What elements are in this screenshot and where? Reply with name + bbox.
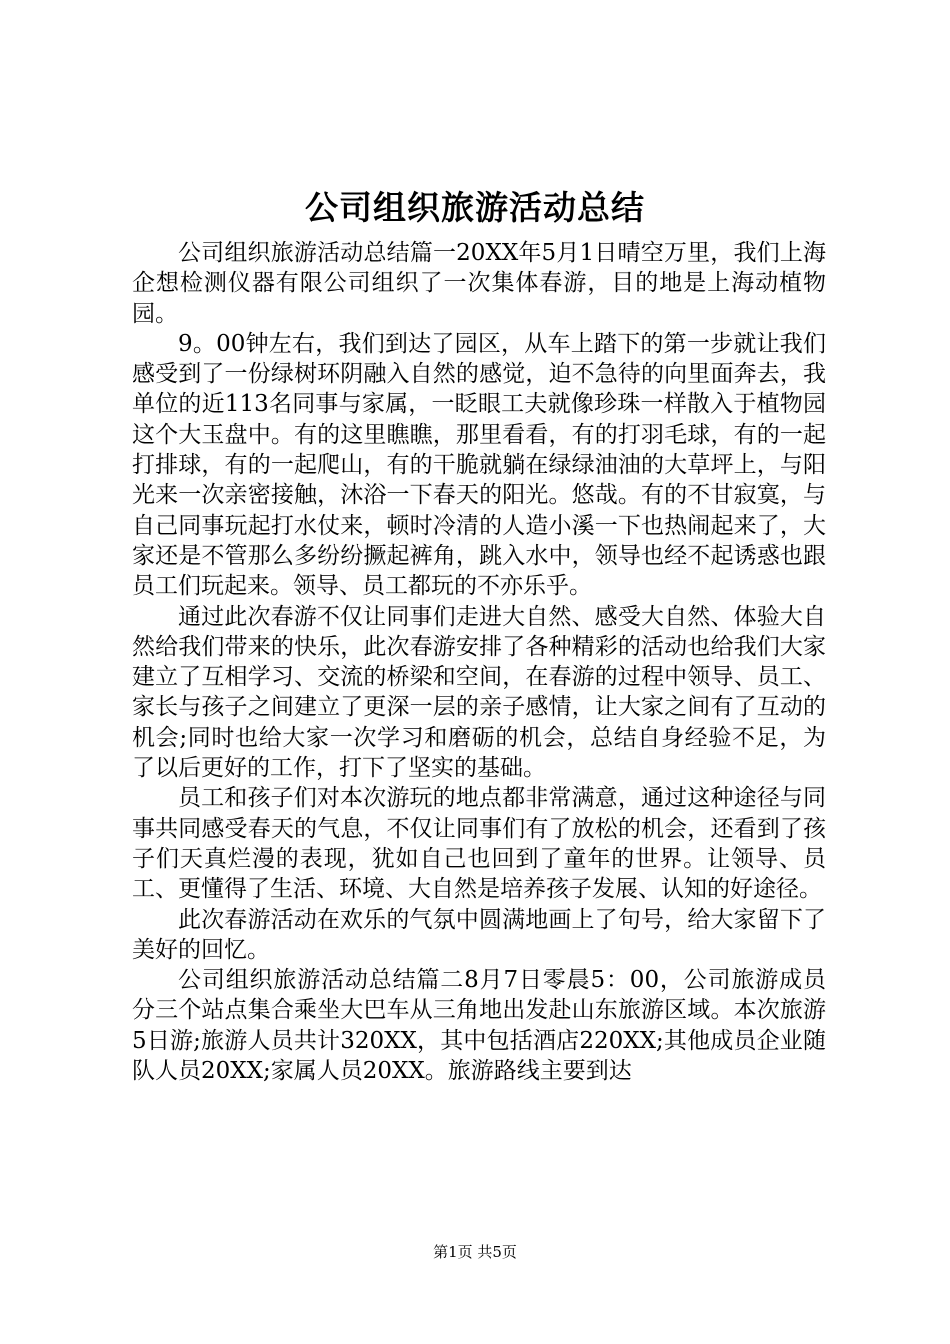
page-footer: 第1页 共5页 — [433, 1243, 517, 1261]
paragraph-6: 公司组织旅游活动总结篇二8月7日零晨5：00，公司旅游成员分三个站点集合乘坐大巴车从三角地出发赴山东旅游区域。本次旅游5日游;旅游人员共计320XX，其中包括酒店220XX;其他成员企业随队人员20XX;家属人员20XX。旅游路线主要到达 — [132, 967, 826, 1085]
paragraph-5: 此次春游活动在欢乐的气氛中圆满地画上了句号，给大家留下了美好的回忆。 — [132, 906, 826, 963]
paragraph-3: 通过此次春游不仅让同事们走进大自然、感受大自然、体验大自然给我们带来的快乐，此次春游安排了各种精彩的活动也给我们大家建立了互相学习、交流的桥梁和空间，在春游的过程中领导、员工、家长与孩子之间建立了更深一层的亲子感情，让大家之间有了互动的机会;同时也给大家一次学习和磨砺的机会，总结自身经验不足，为了以后更好的工作，打下了坚实的基础。 — [132, 603, 826, 782]
document-body — [132, 238, 826, 1086]
paragraph-1: 公司组织旅游活动总结篇一20XX年5月1日晴空万里，我们上海企想检测仪器有限公司组织了一次集体春游，目的地是上海动植物园。 — [132, 240, 826, 327]
paragraph-2: 9。00钟左右，我们到达了园区，从车上踏下的第一步就让我们感受到了一份绿树环阴融入自然的感觉，迫不急待的向里面奔去，我单位的近113名同事与家属，一眨眼工夫就像珍珠一样散入于植物园这个大玉盘中。有的这里瞧瞧，那里看看，有的打羽毛球，有的一起打排球，有的一起爬山，有的干脆就躺在绿绿油油的大草坪上，与阳光来一次亲密接触，沐浴一下春天的阳光。悠哉。有的不甘寂寞，与自己同事玩起打水仗来，顿时冷清的人造小溪一下也热闹起来了，大家还是不管那么多纷纷撅起裤角，跳入水中，领导也经不起诱惑也跟员工们玩起来。领导、员工都玩的不亦乐乎。 — [132, 330, 826, 600]
paragraph-4: 员工和孩子们对本次游玩的地点都非常满意，通过这种途径与同事共同感受春天的气息，不仅让同事们有了放松的机会，还看到了孩子们天真烂漫的表现，犹如自己也回到了童年的世界。让领导、员工、更懂得了生活、环境、大自然是培养孩子发展、认知的好途径。 — [132, 785, 826, 903]
document-title: 公司组织旅游活动总结 — [305, 188, 645, 227]
